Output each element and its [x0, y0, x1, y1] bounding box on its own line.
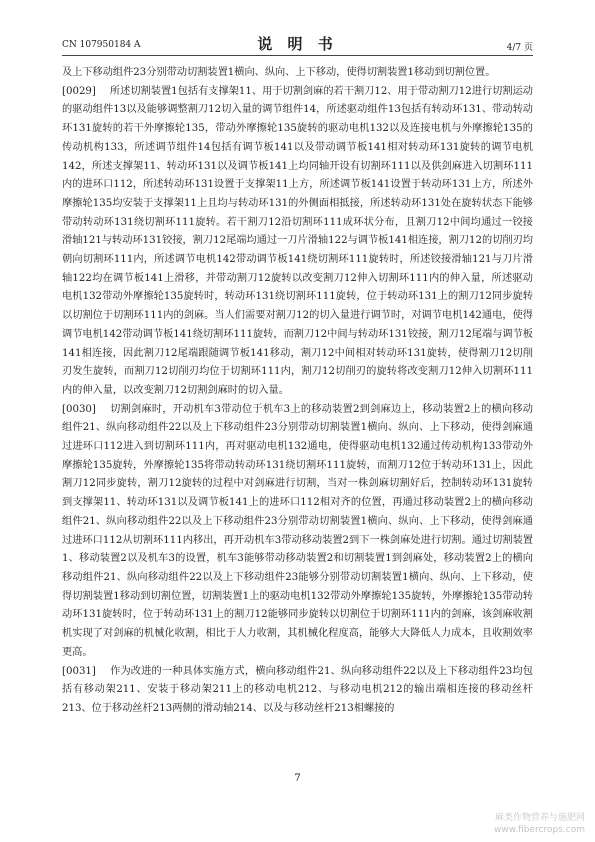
page-header [0, 0, 595, 58]
header-divider [62, 55, 533, 56]
page-ratio: 4/7 页 [506, 43, 533, 53]
paragraph-text: 及上下移动组件23分别带动切割装置1横向、纵向、上下移动，使得切割装置1移动到切割位置。 [62, 67, 496, 78]
site-watermark [494, 812, 585, 836]
paragraph-number: [0031] [62, 665, 96, 677]
paragraph [62, 663, 533, 719]
page-number: 7 [294, 773, 301, 784]
paragraph-text: 所述切割装置1包括有支撑架11、用于切割剑麻的若干割刀12、用于带动割刀12进行切割运动的驱动组件13以及能够调整割刀12切入量的调节组件14，所述驱动组件13包括有转动环131、带动转动环131旋转的若干外摩擦轮135，带动外摩擦轮135旋转的驱动电机132以及连接电机与外摩擦轮135的传动机构133，所述调节组件14包括有调节板141以及带动调节板141相对转动环131旋转的调节电机142，所述支撑架11、转动环131以及调节板141上均同轴开设有切割环111以及供剑麻进入切割环111内的进环口112，所述转动环131设置于支撑架11上方，所述调节板141设置于转动环131上方，所述外摩擦轮135均安装于支撑架11上且均与转动环131的外侧面相抵接，所述转动环131处在旋转状态下能够带动转动环131绕切割环111旋转。若干割刀12沿切割环111成环状分布，且割刀12中间均通过一铰接滑轴121与转动环131铰接，割刀12尾端均通过一刀片滑轴122与调节板141相连接，割刀12的切削刃均朝向切割环111内，所述调节电机142带动调节板141绕切割环111旋转时，所述铰接滑轴121与刀片滑轴122均在调节板141上滑移，并带动割刀12旋转以改变割刀12伸入切割环111内的伸入量，所述驱动电机132带动外摩擦轮135旋转时，转动环131绕切割环111旋转，位于转动环131上的割刀12同步旋转以切割位于切割环111内的剑麻。当人们需要对割刀12的切入量进行调节时，对调节电机142通电，使得调节电机142带动调节板141绕切割环111旋转，而割刀12中间与转动环131铰接，割刀12尾端与调节板141相连接，因此割刀12尾端跟随调节板141移动，割刀12中间相对转动环131旋转，使得割刀12切削刃发生旋转，而割刀12切削刃均位于切割环111内，割刀12切削刃的旋转将改变割刀12伸入切割环111内的伸入量，以改变割刀12切割剑麻时的切入量。 [62, 85, 533, 396]
paragraph-number: [0030] [62, 403, 96, 415]
paragraph-text: 切割剑麻时，开动机车3带动位于机车3上的移动装置2到剑麻边上，移动装置2上的横向移动组件21、纵向移动组件22以及上下移动组件23分别带动切割装置1横向、纵向、上下移动，使得剑麻通过进环口112进入到切割环111内，再对驱动电机132通电，使得驱动电机132通过传动机构133带动外摩擦轮135旋转，外摩擦轮135将带动转动环131绕切割环111旋转，而割刀12位于转动环131上，因此割刀12同步旋转，割刀12旋转的过程中对剑麻进行切割，当对一株剑麻切割好后，控制转动环131旋转到支撑架11、转动环131以及调节板141上的进环口112相对齐的位置，再通过移动装置2上的横向移动组件21、纵向移动组件22以及上下移动组件23分别带动切割装置1横向、纵向、上下移动，使得剑麻通过进环口112从切割环111内移出，再开动机车3带动移动装置2到下一株剑麻处进行切割。通过切割装置1、移动装置2以及机车3的设置，机车3能够带动移动装置2和切割装置1到剑麻处，移动装置2上的横向移动组件21、纵向移动组件22以及上下移动组件23能够分别带动切割装置1横向、纵向、上下移动，使得切割装置1移动到切割位置，切割装置1上的驱动电机132带动外摩擦轮135旋转，外摩擦轮135带动转动环131旋转时，位于转动环131上的割刀12能够同步旋转以切割位于切割环111内的剑麻，该剑麻收割机实现了对剑麻的机械化收割，相比于人力收割，其机械化程度高，能够大大降低人力成本，且收割效率更高。 [62, 403, 533, 658]
paragraph-text: 作为改进的一种具体实施方式，横向移动组件21、纵向移动组件22以及上下移动组件23均包括有移动架211、安装于移动架211上的移动电机212、与移动电机212的输出端相连接的移动丝杆213、位于移动丝杆213两侧的滑动轴214、以及与移动丝杆213相螺接的 [62, 665, 533, 714]
paragraph [62, 64, 533, 83]
watermark-url: www.fibercrops.com [494, 825, 585, 835]
watermark-title: 麻类作物营养与施肥网 [494, 813, 585, 823]
patent-number: CN 107950184 A [62, 40, 141, 50]
paragraph-number: [0029] [62, 85, 96, 97]
paragraph [62, 401, 533, 663]
description-body [62, 64, 533, 769]
paragraph [62, 83, 533, 401]
document-title: 说 明 书 [257, 35, 338, 53]
